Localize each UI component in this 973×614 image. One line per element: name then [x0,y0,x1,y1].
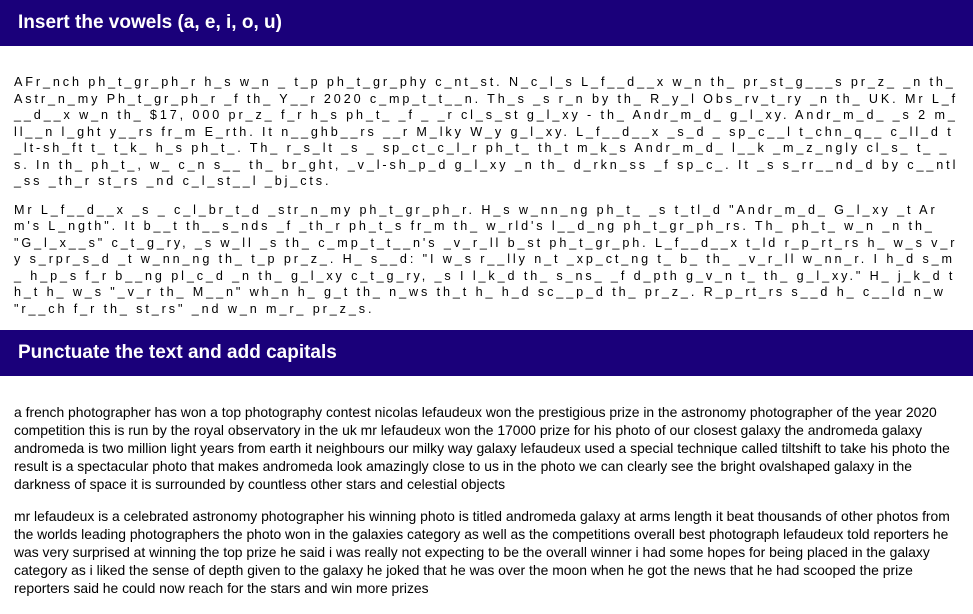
punctuate-section-heading [0,330,973,376]
punctuate-section-title: Punctuate the text and add capitals [18,342,337,363]
punctuate-paragraph-2: mr lefaudeux is a celebrated astronomy photographer his winning photo is titled andromeda galaxy at arms length it beat thousands of other photos from the worlds leading photographers the photo won in the galaxies category as well as the competitions overall best photograph lefaudeux told reporters he was very surprised at winning the top prize he said i was really not expecting to be the overall winner i had some hopes for being placed in the galaxy category as i liked the sense of depth given to the galaxy he joked that he was over the moon when he got the news that he had scooped the prize reporters said he could now reach for the stars and win more prizes [14,508,950,596]
vowels-section-title: Insert the vowels (a, e, i, o, u) [18,12,282,33]
vowels-section-heading [0,0,973,46]
vowels-paragraph-1: AFr_nch ph_t_gr_ph_r h_s w_n _ t_p ph_t_gr_phy c_nt_st. N_c_l_s L_f__d__x w_n th_ pr_st_g___s pr_z_ _n th_ Astr_n_my Ph_t_gr_ph_r _f th_ Y__r 2020 c_mp_t_t__n. Th_s _s r_n by th_ R_y_l Obs_rv_t_ry _n th_ UK. Mr L_f__d__x w_n th_ $17, 000 pr_z_ f_r h_s ph_t_ _f _ _r cl_s_st g_l_xy - th_ Andr_m_d_ g_l_xy. Andr_m_d_ _s 2 m_ll__n l_ght y__rs fr_m E_rth. It n__ghb__rs __r M_lky W_y g_l_xy. L_f__d__x _s_d _ sp_c__l t_chn_q__ c_ll_d t_lt-sh_ft t_ t_k_ h_s ph_t_. Th_ r_s_lt _s _ sp_ct_c_l_r ph_t_ th_t m_k_s Andr_m_d_ l__k _m_z_ngly cl_s_ t_ _s. In th_ ph_t_, w_ c_n s__ th_ br_ght, _v_l-sh_p_d g_l_xy _n th_ d_rkn_ss _f sp_c_. It _s s_rr__nd_d by c__ntl_ss _th_r st_rs _nd c_l_st__l _bj_cts. [14,75,959,188]
punctuate-paragraph-1: a french photographer has won a top photography contest nicolas lefaudeux won the prestigious prize in the astronomy photographer of the year 2020 competition this is run by the royal observatory in the uk mr lefaudeux won the 17000 prize for his photo of our closest galaxy the andromeda galaxy andromeda is two million light years from earth it neighbours our milky way galaxy lefaudeux used a special technique called tiltshift to take his photo the result is a spectacular photo that makes andromeda look amazingly close to us in the photo we can clearly see the bright ovalshaped galaxy in the darkness of space it is surrounded by countless other stars and celestial objects [14,404,950,492]
vowels-section-body [0,46,973,316]
punctuate-section-body [0,403,973,597]
vowels-paragraph-2: Mr L_f__d__x _s _ c_l_br_t_d _str_n_my ph_t_gr_ph_r. H_s w_nn_ng ph_t_ _s t_tl_d "Andr_m_d_ G_l_xy _t Arm's L_ngth". It b__t th__s_nds _f _th_r ph_t_s fr_m th_ w_rld's l__d_ng ph_t_gr_ph_rs. Th_ ph_t_ w_n _n th_ "G_l_x__s" c_t_g_ry, _s w_ll _s th_ c_mp_t_t__n's _v_r_ll b_st ph_t_gr_ph. L_f__d__x t_ld r_p_rt_rs h_ w_s v_ry s_rpr_s_d _t w_nn_ng th_ t_p pr_z_. H_ s__d: "I w_s r__lly n_t _xp_ct_ng t_ b_ th_ _v_r_ll w_nn_r. I h_d s_m_ h_p_s f_r b__ng pl_c_d _n th_ g_l_xy c_t_g_ry, _s I l_k_d th_ s_ns_ _f d_pth g_v_n t_ th_ g_l_xy." H_ j_k_d th_t h_ w_s "_v_r th_ M__n" wh_n h_ g_t th_ n_ws th_t h_ h_d sc__p_d th_ pr_z_. R_p_rt_rs s__d h_ c__ld n_w "r__ch f_r th_ st_rs" _nd w_n m_r_ pr_z_s. [14,202,958,316]
